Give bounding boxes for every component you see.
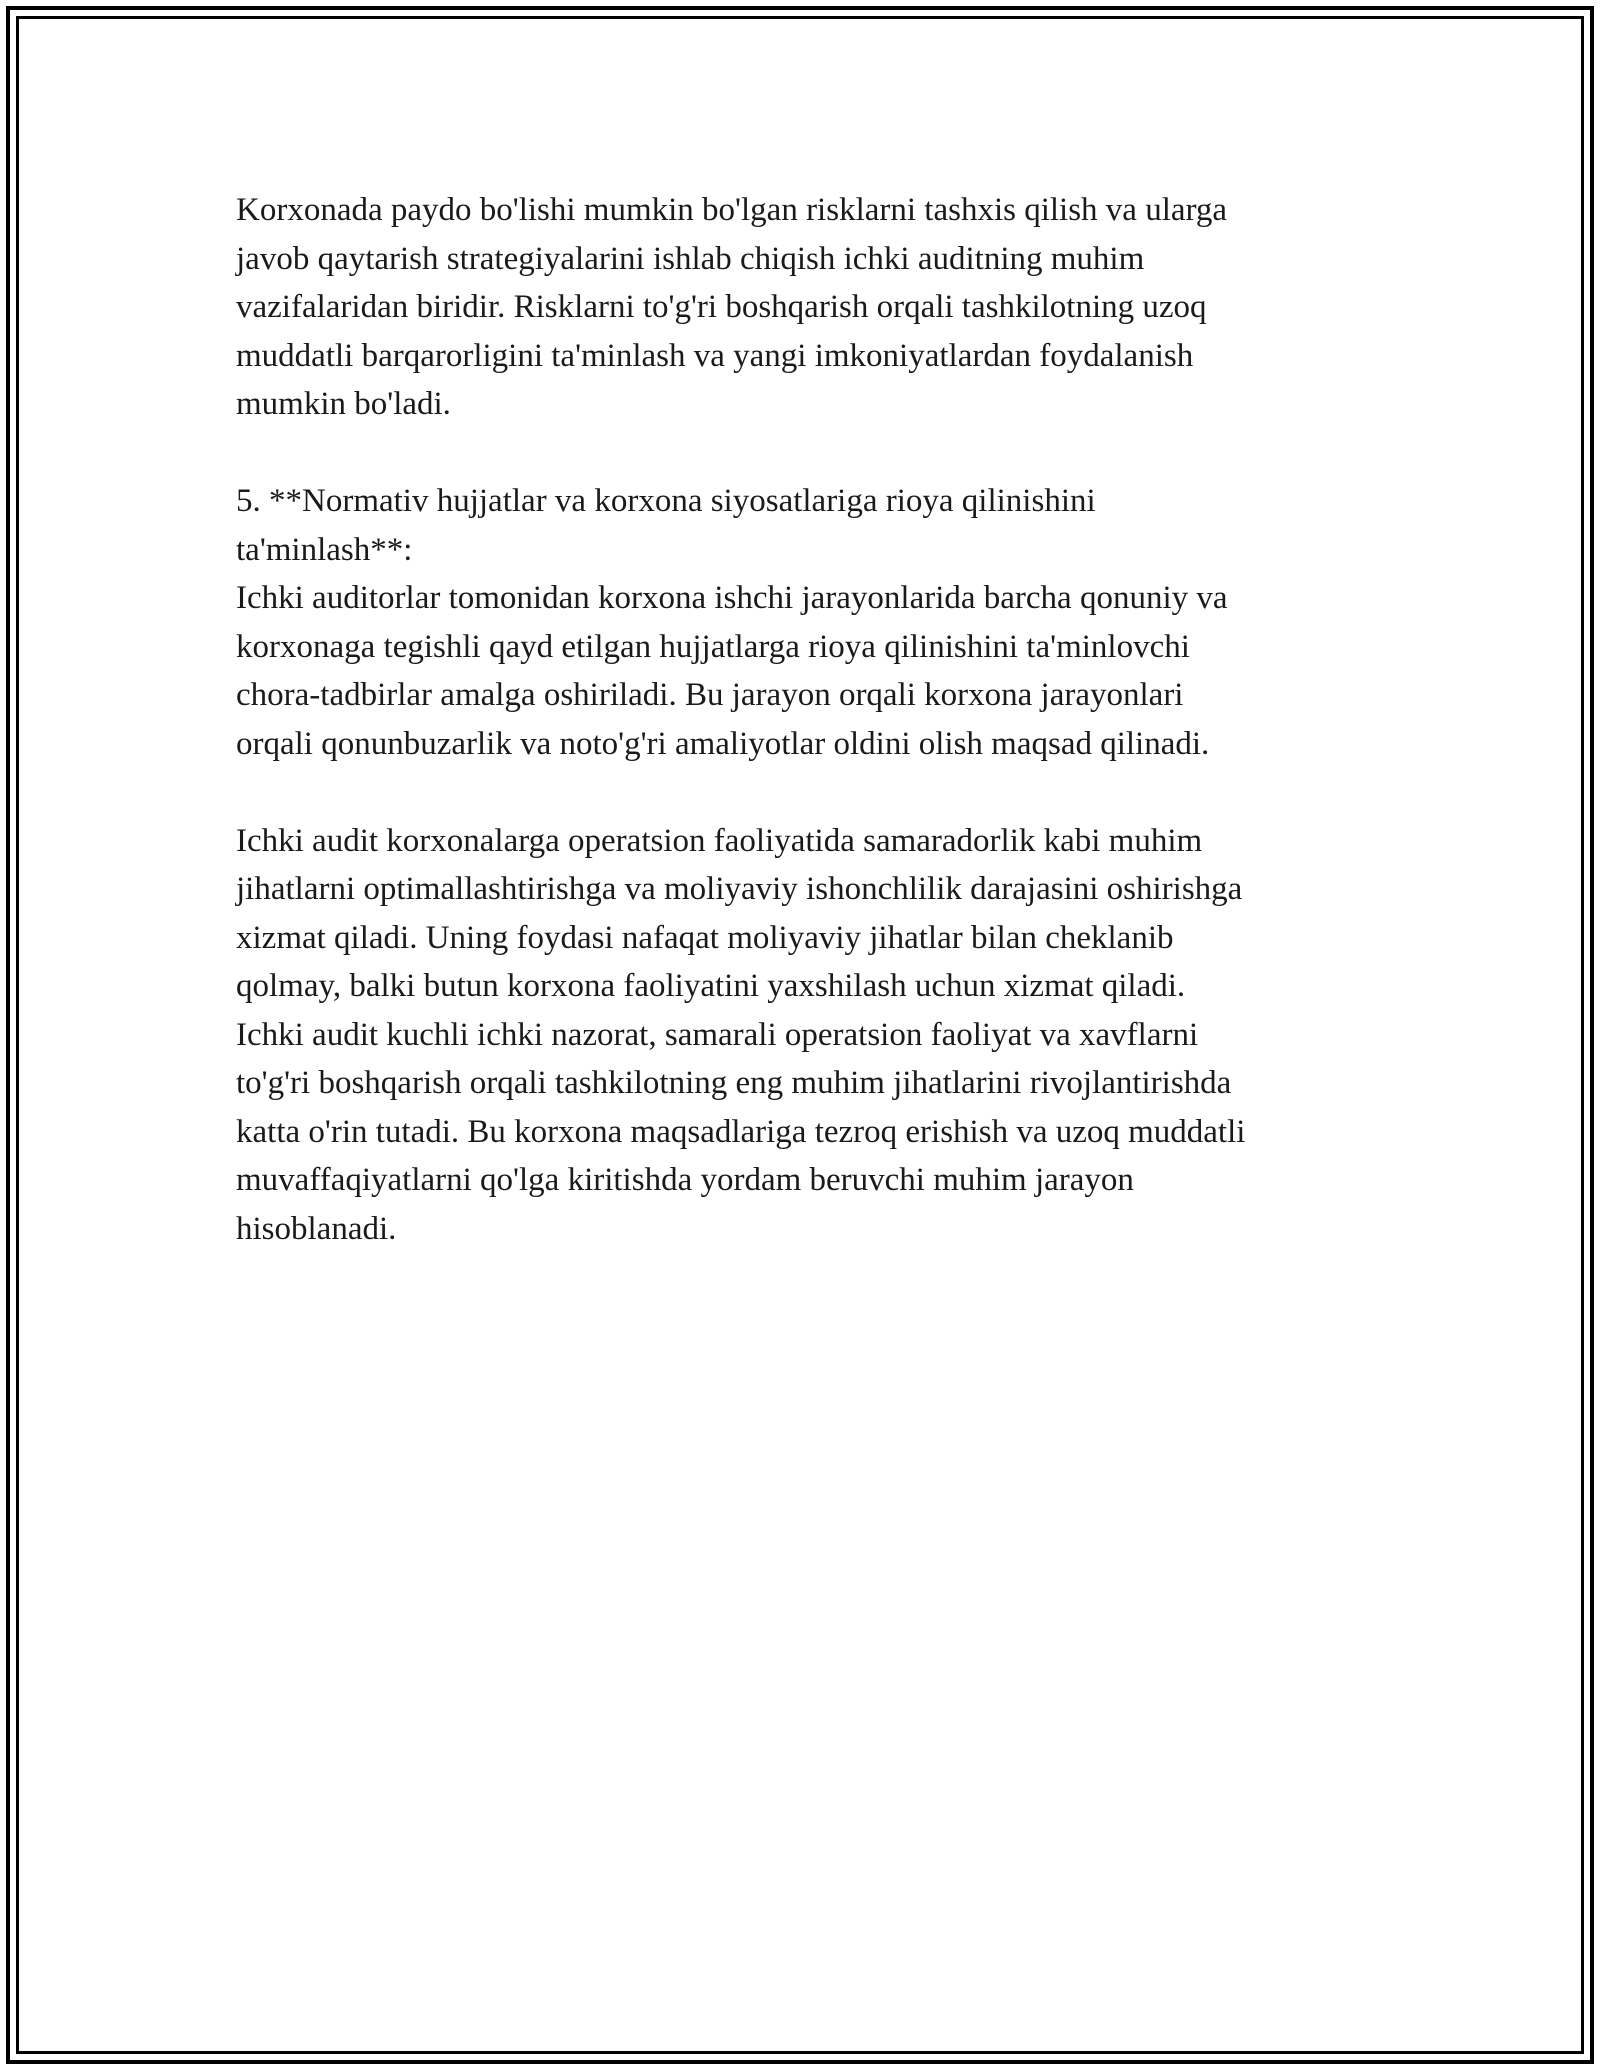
- paragraph-spacer: [236, 768, 1376, 817]
- paragraph-compliance-section: 5. **Normativ hujjatlar va korxona siyosatlariga rioya qilinishini ta'minlash**: Ichki auditorlar tomonidan korxona ishchi jarayonlarida barcha qonuniy va korxonaga tegishli qayd etilgan hujjatlarga rioya qilinishini ta'minlovchi chora-tadbirlar amalga oshiriladi. Bu jarayon orqali korxona jarayonlari orqali qonunbuzarlik va noto'g'ri amaliyotlar oldini olish maqsad qilinadi.: [236, 483, 1228, 762]
- paragraph-spacer: [236, 429, 1376, 478]
- paragraph-conclusion: Ichki audit korxonalarga operatsion faoliyatida samaradorlik kabi muhim jihatlarni optimallashtirishga va moliyaviy ishonchlilik darajasini oshirishga xizmat qiladi. Uning foydasi nafaqat moliyaviy jihatlar bilan cheklanib qolmay, balki butun korxona faoliyatini yaxshilash uchun xizmat qiladi. Ichki audit kuchli ichki nazorat, samarali operatsion faoliyat va xavflarni to'g'ri boshqarish orqali tashkilotning eng muhim jihatlarini rivojlantirishda katta o'rin tutadi. Bu korxona maqsadlariga tezroq erishish va uzoq muddatli muvaffaqiyatlarni qo'lga kiritishda yordam beruvchi muhim jarayon hisoblanadi.: [236, 822, 1246, 1247]
- document-body: [236, 186, 1376, 1253]
- paragraph-risk-management: Korxonada paydo bo'lishi mumkin bo'lgan risklarni tashxis qilish va ularga javob qaytarish strategiyalarini ishlab chiqish ichki auditning muhim vazifalaridan biridir. Risklarni to'g'ri boshqarish orqali tashkilotning uzoq muddatli barqarorligini ta'minlash va yangi imkoniyatlardan foydalanish mumkin bo'ladi.: [236, 192, 1228, 422]
